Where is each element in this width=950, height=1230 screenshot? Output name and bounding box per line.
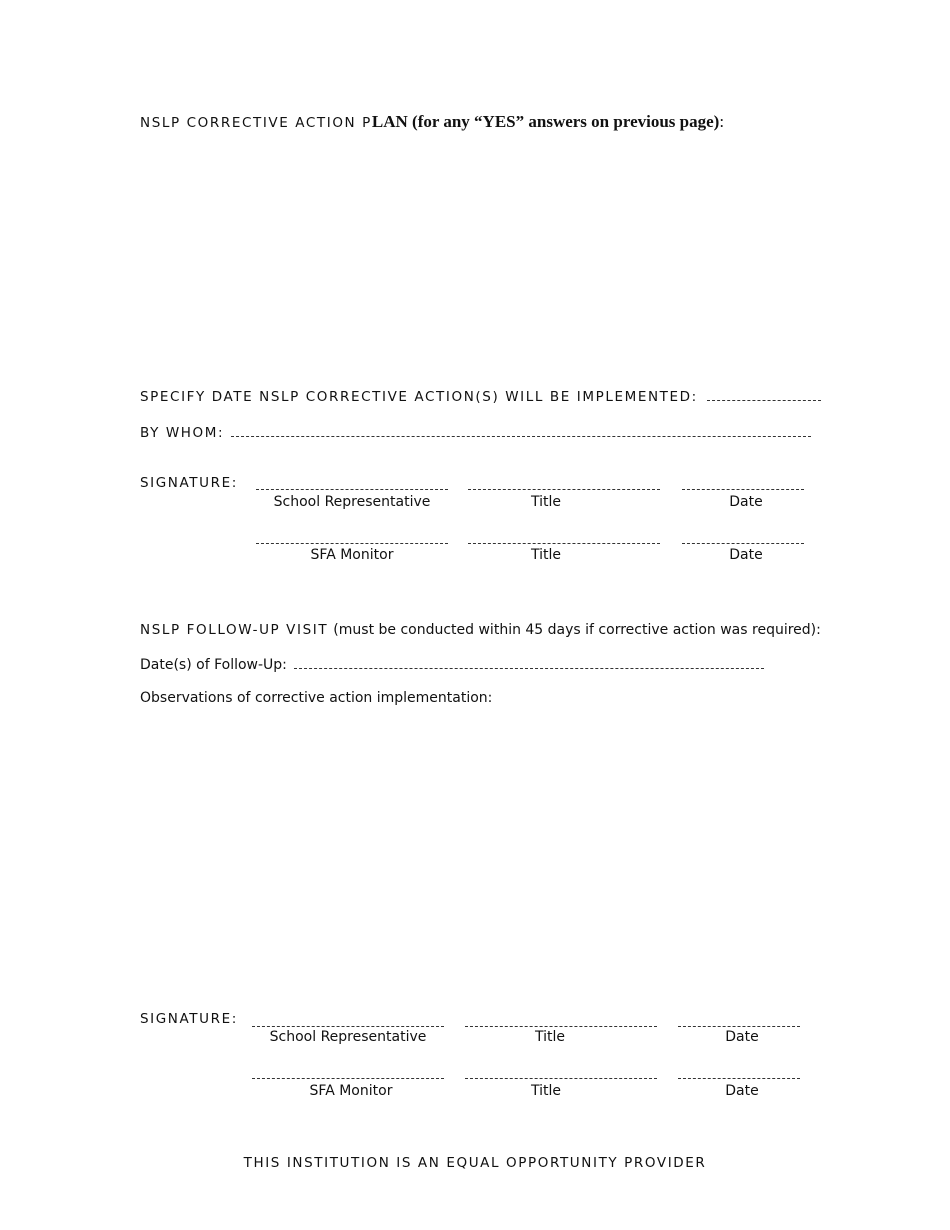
follow-up-caps: NSLP FOLLOW-UP VISIT xyxy=(140,622,329,638)
observations-label: Observations of corrective action implementation: xyxy=(140,690,493,706)
follow-up-note: (must be conducted within 45 days if corrective action was required): xyxy=(333,622,821,638)
follow-up-dates-field[interactable] xyxy=(294,668,764,669)
by-whom-field[interactable] xyxy=(231,436,811,437)
signature-label: SIGNATURE: xyxy=(140,1011,238,1027)
school-rep-title-field[interactable] xyxy=(468,489,660,490)
school-rep-signature-field[interactable] xyxy=(256,489,448,490)
school-rep-label: School Representative xyxy=(269,1029,427,1045)
follow-up-dates-row xyxy=(140,654,764,673)
sfa-monitor-date-field[interactable] xyxy=(678,1078,800,1079)
school-rep-title-field[interactable] xyxy=(465,1026,657,1027)
school-rep-label: School Representative xyxy=(273,494,431,510)
sfa-monitor-label: SFA Monitor xyxy=(310,547,394,563)
title-caps: NSLP CORRECTIVE ACTION P xyxy=(140,115,372,131)
date-label: Date xyxy=(725,1029,759,1045)
sfa-monitor-signature-field[interactable] xyxy=(252,1078,444,1079)
date-label: Date xyxy=(729,494,763,510)
title-label: Title xyxy=(530,1083,561,1099)
title-bold: LAN (for any “YES” answers on previous page) xyxy=(371,112,720,131)
title-label: Title xyxy=(530,494,561,510)
date-label: Date xyxy=(729,547,763,563)
page-title xyxy=(140,112,724,132)
by-whom-row xyxy=(140,422,811,441)
implementation-date-row xyxy=(140,386,821,405)
follow-up-dates-label: Date(s) of Follow-Up: xyxy=(140,657,287,673)
title-label: Title xyxy=(530,547,561,563)
sfa-monitor-label: SFA Monitor xyxy=(309,1083,393,1099)
implementation-date-label: SPECIFY DATE NSLP CORRECTIVE ACTION(S) WILL BE IMPLEMENTED: xyxy=(140,389,698,405)
date-label: Date xyxy=(725,1083,759,1099)
signature-label: SIGNATURE: xyxy=(140,475,238,491)
school-rep-date-field[interactable] xyxy=(678,1026,800,1027)
school-rep-date-field[interactable] xyxy=(682,489,804,490)
sfa-monitor-signature-field[interactable] xyxy=(256,543,448,544)
sfa-monitor-date-field[interactable] xyxy=(682,543,804,544)
by-whom-label: BY WHOM: xyxy=(140,425,225,441)
school-rep-signature-field[interactable] xyxy=(252,1026,444,1027)
follow-up-heading xyxy=(140,619,821,638)
sfa-monitor-title-field[interactable] xyxy=(465,1078,657,1079)
sfa-monitor-title-field[interactable] xyxy=(468,543,660,544)
title-label: Title xyxy=(534,1029,565,1045)
equal-opportunity-footer: THIS INSTITUTION IS AN EQUAL OPPORTUNITY PROVIDER xyxy=(243,1155,707,1171)
title-colon: : xyxy=(719,112,725,131)
implementation-date-field[interactable] xyxy=(707,400,821,401)
